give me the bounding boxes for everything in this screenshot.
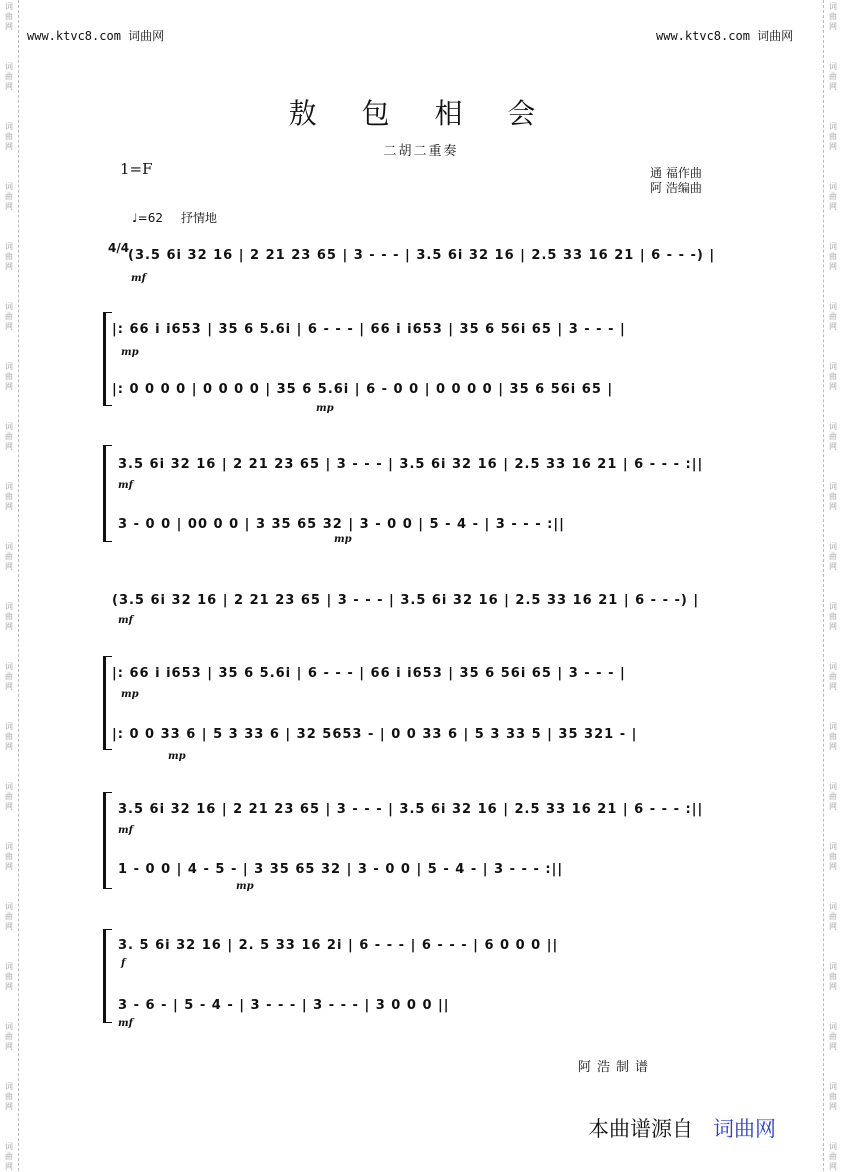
watermark-glyphs: 词 曲 网 (5, 2, 13, 31)
watermark-glyphs: 词 曲 网 (5, 1022, 13, 1051)
watermark-glyphs: 词 曲 网 (5, 902, 13, 931)
watermark-glyphs: 词 曲 网 (5, 722, 13, 751)
dynamic-mp: mp (168, 751, 186, 762)
watermark-glyphs: 词 曲 网 (829, 62, 837, 91)
staff-line: 1 - 0 0 | 4 - 5 - | 3 35 65 32 | 3 - 0 0 | 5 - 4 - | 3 - - - :|| (118, 861, 564, 877)
watermark-glyphs: 词 曲 网 (829, 542, 837, 571)
score-title: 敖 包 相 会 (288, 97, 554, 130)
watermark-glyphs: 词 曲 网 (829, 302, 837, 331)
watermark-glyphs: 词 曲 网 (5, 1082, 13, 1111)
dynamic-mf: mf (118, 1018, 133, 1029)
watermark-glyphs: 词 曲 网 (829, 1142, 837, 1171)
watermark-glyphs: 词 曲 网 (829, 662, 837, 691)
right-margin-strip (823, 0, 842, 1171)
watermark-glyphs: 词 曲 网 (5, 482, 13, 511)
watermark-glyphs: 词 曲 网 (829, 842, 837, 871)
tempo-expression: 抒情地 (180, 211, 217, 225)
watermark-glyphs: 词 曲 网 (829, 722, 837, 751)
watermark-glyphs: 词 曲 网 (829, 962, 837, 991)
arranger-credit: 阿 浩编曲 (650, 181, 702, 195)
score-subtitle: 二胡二重奏 (383, 144, 459, 159)
source-site-link[interactable]: 词曲网 (713, 1117, 776, 1141)
dynamic-mp: mp (121, 689, 139, 700)
source-prefix: 本曲谱源自 (588, 1117, 693, 1141)
dynamic-f: f (121, 958, 126, 969)
staff-line: |: 66 i i653 | 35 6 5.6i | 6 - - - | 66 i i653 | 35 6 56i 65 | 3 - - - | (112, 321, 626, 337)
watermark-glyphs: 词 曲 网 (5, 62, 13, 91)
time-signature: 4/4 (108, 241, 130, 255)
watermark-glyphs: 词 曲 网 (5, 122, 13, 151)
transcriber-credit: 阿浩制谱 (578, 1060, 655, 1075)
staff-line: 3 - 0 0 | 00 0 0 | 3 35 65 32 | 3 - 0 0 | 5 - 4 - | 3 - - - :|| (118, 516, 565, 532)
watermark-glyphs: 词 曲 网 (5, 542, 13, 571)
tempo-bpm: ♩=62 (132, 211, 163, 225)
left-margin-strip (0, 0, 19, 1171)
staff-line: 3 - 6 - | 5 - 4 - | 3 - - - | 3 - - - | 3 0 0 0 || (118, 997, 450, 1013)
watermark-glyphs: 词 曲 网 (5, 962, 13, 991)
staff-line: (3.5 6i 32 16 | 2 21 23 65 | 3 - - - | 3.5 6i 32 16 | 2.5 33 16 21 | 6 - - -) | (112, 592, 700, 608)
watermark-glyphs: 词 曲 网 (5, 302, 13, 331)
watermark-glyphs: 词 曲 网 (829, 362, 837, 391)
site-url-left[interactable]: www.ktvc8.com 词曲网 (27, 29, 165, 43)
dynamic-mp: mp (334, 534, 352, 545)
staff-line: |: 66 i i653 | 35 6 5.6i | 6 - - - | 66 i i653 | 35 6 56i 65 | 3 - - - | (112, 665, 626, 681)
watermark-glyphs: 词 曲 网 (829, 182, 837, 211)
watermark-glyphs: 词 曲 网 (829, 782, 837, 811)
system-bracket (103, 656, 112, 750)
composer-credit: 通 福作曲 (650, 166, 702, 180)
staff-line: |: 0 0 0 0 | 0 0 0 0 | 35 6 5.6i | 6 - 0 0 | 0 0 0 0 | 35 6 56i 65 | (112, 381, 614, 397)
system-bracket (103, 792, 112, 889)
watermark-glyphs: 词 曲 网 (829, 902, 837, 931)
dynamic-mf: mf (118, 825, 133, 836)
watermark-glyphs: 词 曲 网 (5, 1142, 13, 1171)
staff-line: 3.5 6i 32 16 | 2 21 23 65 | 3 - - - | 3.5 6i 32 16 | 2.5 33 16 21 | 6 - - - :|| (118, 456, 704, 472)
watermark-glyphs: 词 曲 网 (5, 242, 13, 271)
dynamic-mf: mf (131, 273, 146, 284)
watermark-glyphs: 词 曲 网 (5, 182, 13, 211)
site-url-right[interactable]: www.ktvc8.com 词曲网 (656, 29, 794, 43)
dynamic-mf: mf (118, 480, 133, 491)
staff-line: 3.5 6i 32 16 | 2 21 23 65 | 3 - - - | 3.5 6i 32 16 | 2.5 33 16 21 | 6 - - - :|| (118, 801, 704, 817)
watermark-glyphs: 词 曲 网 (829, 2, 837, 31)
staff-line: |: 0 0 33 6 | 5 3 33 6 | 32 5653 - | 0 0 33 6 | 5 3 33 5 | 35 321 - | (112, 726, 638, 742)
source-note (588, 1113, 776, 1143)
system-bracket (103, 312, 112, 406)
watermark-glyphs: 词 曲 网 (829, 242, 837, 271)
watermark-glyphs: 词 曲 网 (5, 602, 13, 631)
system-bracket (103, 445, 112, 542)
watermark-glyphs: 词 曲 网 (829, 1082, 837, 1111)
dynamic-mp: mp (316, 403, 334, 414)
tempo-marking (132, 209, 217, 226)
watermark-glyphs: 词 曲 网 (5, 362, 13, 391)
staff-line: 3. 5 6i 32 16 | 2. 5 33 16 2i | 6 - - - | 6 - - - | 6 0 0 0 || (118, 937, 559, 953)
watermark-glyphs: 词 曲 网 (5, 782, 13, 811)
watermark-glyphs: 词 曲 网 (829, 482, 837, 511)
key-signature: 1=F (120, 160, 153, 178)
system-bracket (103, 929, 112, 1023)
watermark-glyphs: 词 曲 网 (829, 122, 837, 151)
dynamic-mp: mp (121, 347, 139, 358)
staff-line: (3.5 6i 32 16 | 2 21 23 65 | 3 - - - | 3.5 6i 32 16 | 2.5 33 16 21 | 6 - - -) | (128, 247, 716, 263)
watermark-glyphs: 词 曲 网 (829, 602, 837, 631)
dynamic-mp: mp (236, 881, 254, 892)
watermark-glyphs: 词 曲 网 (5, 662, 13, 691)
watermark-glyphs: 词 曲 网 (829, 422, 837, 451)
watermark-glyphs: 词 曲 网 (829, 1022, 837, 1051)
watermark-glyphs: 词 曲 网 (5, 422, 13, 451)
watermark-glyphs: 词 曲 网 (5, 842, 13, 871)
dynamic-mf: mf (118, 615, 133, 626)
